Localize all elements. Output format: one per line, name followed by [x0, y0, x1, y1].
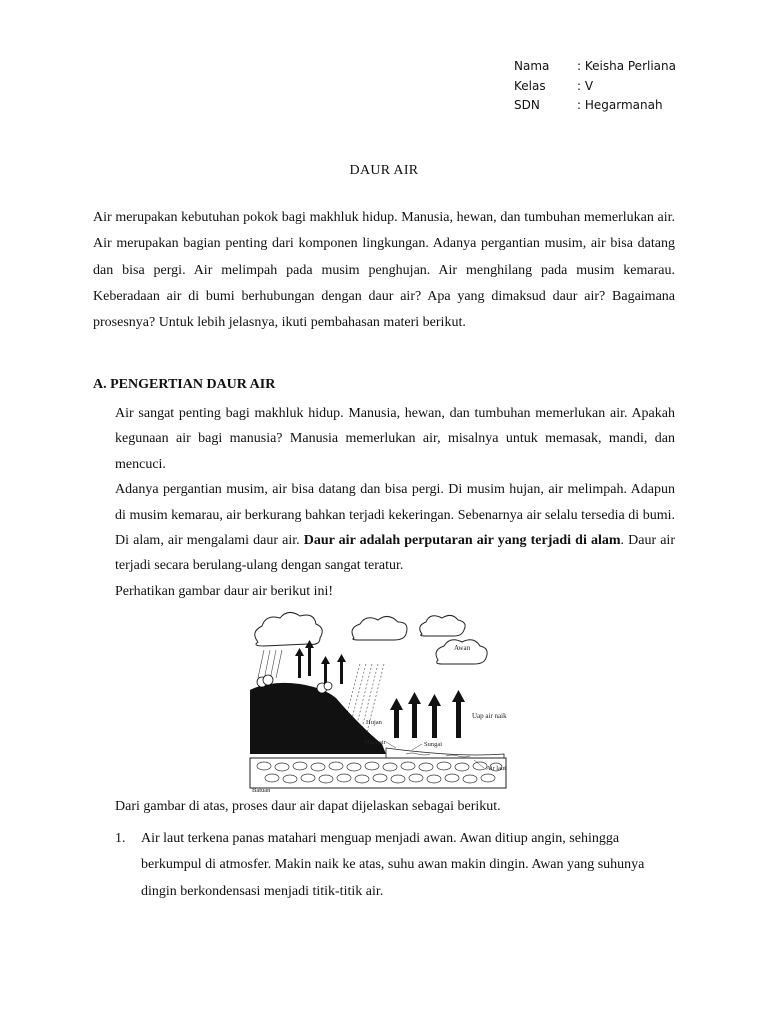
step-number: 1.: [115, 831, 126, 846]
section-a-heading: A. PENGERTIAN DAUR AIR: [93, 377, 276, 392]
label-hujan: Hujan: [366, 719, 382, 726]
document-title: DAUR AIR: [349, 163, 419, 178]
info-value: : V: [577, 78, 594, 93]
cloud-middle: [352, 616, 407, 640]
section-a-paragraph-3: Perhatikan gambar daur air berikut ini!: [115, 583, 334, 599]
info-row-sdn: [514, 96, 676, 116]
student-info: [514, 57, 676, 116]
arrows-left: [295, 640, 346, 684]
label-mata-air: Mata air: [364, 739, 386, 746]
arrows-right: [390, 690, 465, 738]
label-air-laut: Air laut: [486, 765, 507, 772]
section-a-body: [115, 401, 675, 604]
paragraph-text: Adanya pergantian musim, air bisa datang dan bisa pergi. Di musim hujan, air melimpah. Adapun di musim kemarau, air berkurang bahkan terjadi kekeringan. Sebenarnya air selalu tersedia di bumi. Di alam, air mengalami daur air.: [115, 482, 675, 549]
water-cycle-diagram: [236, 608, 520, 794]
definition-bold: Daur air adalah perputaran air yang terjadi di alam: [303, 533, 621, 549]
process-steps: [115, 826, 675, 905]
section-a-paragraph-2: [115, 477, 675, 579]
info-label: Kelas: [514, 78, 546, 93]
label-batuan: Batuan: [252, 787, 271, 794]
label-sungai: Sungai: [424, 741, 443, 748]
cloud-right-top: [420, 615, 465, 636]
step-text: Air laut terkena panas matahari menguap menjadi awan. Awan ditiup angin, sehingga berkumpul di atmosfer. Makin naik ke atas, suhu awan makin dingin. Awan yang suhunya dingin berkondensasi menjadi titik-titik air.: [141, 831, 645, 899]
paragraph-text: . Daur air terjadi secara berulang-ulang dengan sangat teratur.: [115, 533, 675, 574]
info-row-nama: [514, 57, 676, 77]
label-awan: Awan: [454, 644, 471, 652]
label-uap: Uap air naik: [472, 712, 507, 720]
rock-layer: [250, 758, 506, 788]
figure-caption: Dari gambar di atas, proses daur air dapat dijelaskan sebagai berikut.: [115, 799, 501, 814]
intro-paragraph: Air merupakan kebutuhan pokok bagi makhluk hidup. Manusia, hewan, dan tumbuhan memerlukan air. Air merupakan bagian penting dari komponen lingkungan. Adanya pergantian musim, air bisa datang dan bisa pergi. Air melimpah pada musim penghujan. Air menghilang pada musim kemarau. Keberadaan air di bumi berhubungan dengan daur air? Apa yang dimaksud daur air? Bagaimana prosesnya? Untuk lebih jelasnya, ikuti pembahasan materi berikut.: [93, 210, 675, 331]
info-label: SDN: [514, 98, 540, 112]
cloud-left: [255, 612, 322, 646]
section-a-paragraph-1: Air sangat penting bagi makhluk hidup. Manusia, hewan, dan tumbuhan memerlukan air. Apakah kegunaan air bagi manusia? Manusia memerlukan air, misalnya untuk memasak, mandi, dan mencuci.: [115, 406, 675, 472]
list-item: [115, 826, 675, 905]
info-value: : Hegarmanah: [577, 98, 663, 112]
info-row-kelas: [514, 77, 676, 97]
info-label: Nama: [514, 59, 550, 73]
info-value: : Keisha Perliana: [577, 59, 676, 73]
